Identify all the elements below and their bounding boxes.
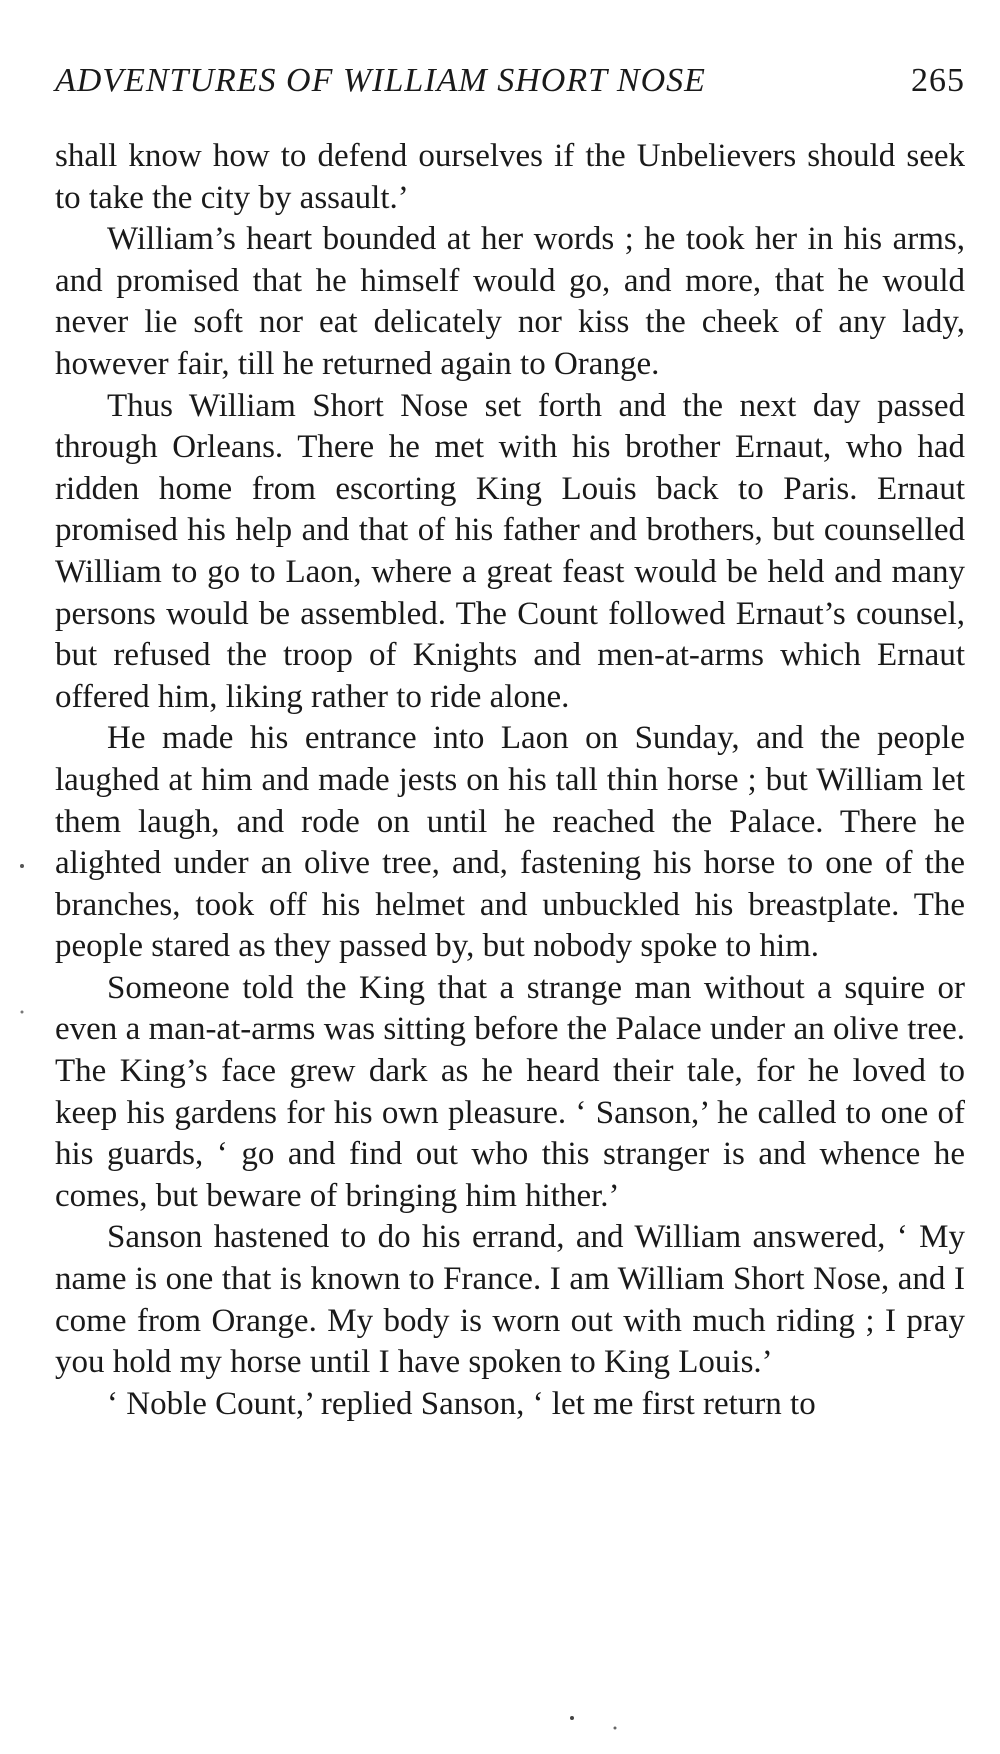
book-page (55, 62, 965, 1425)
page-number: 265 (911, 62, 965, 99)
paragraph: He made his entrance into Laon on Sunday, and the people laughed at him and made jests on his tall thin horse ; but William let them laugh, and rode on until he reached the Palace. There he alighted under an olive tree, and, fastening his horse to one of the branches, took off his helmet and unbuckled his breastplate. The people stared as they passed by, but nobody spoke to him. (55, 720, 965, 965)
paragraph: Thus William Short Nose set forth and the next day passed through Orleans. There he met with his brother Ernaut, who had ridden home from escorting King Louis back to Paris. Ernaut promised his help and that of his father and brothers, but counselled William to go to Laon, where a great feast would be held and many persons would be assembled. The Count followed Ernaut’s counsel, but refused the troop of Knights and men-at-arms which Ernaut offered him, liking rather to ride alone. (55, 387, 965, 715)
paragraph: Sanson hastened to do his errand, and William answered, ‘ My name is one that is known to France. I am William Short Nose, and I come from Orange. My body is worn out with much riding ; I pray you hold my horse until I have spoken to King Louis.’ (55, 1219, 965, 1381)
running-head (55, 62, 965, 114)
scan-speck (20, 864, 24, 868)
paragraph: Someone told the King that a strange man without a squire or even a man-at-arms was sitting before the Palace under an olive tree. The King’s face grew dark as he heard their tale, for he loved to keep his gardens for his own pleasure. ‘ Sanson,’ he called to one of his guards, ‘ go and find out who this stranger is and whence he comes, but beware of bringing him hither.’ (55, 969, 965, 1214)
body-text (55, 136, 965, 1425)
paragraph: shall know how to defend ourselves if the Unbelievers should seek to take the city by assault.’ (55, 138, 965, 216)
scan-speck (614, 1727, 617, 1730)
scan-speck (570, 1716, 574, 1720)
scan-speck (21, 1011, 24, 1014)
paragraph: ‘ Noble Count,’ replied Sanson, ‘ let me first return to (107, 1385, 816, 1422)
running-title: ADVENTURES OF WILLIAM SHORT NOSE (55, 62, 706, 99)
paragraph: William’s heart bounded at her words ; he took her in his arms, and promised that he himself would go, and more, that he would never lie soft nor eat delicately nor kiss the cheek of any lady, however fair, till he returned again to Orange. (55, 221, 965, 382)
